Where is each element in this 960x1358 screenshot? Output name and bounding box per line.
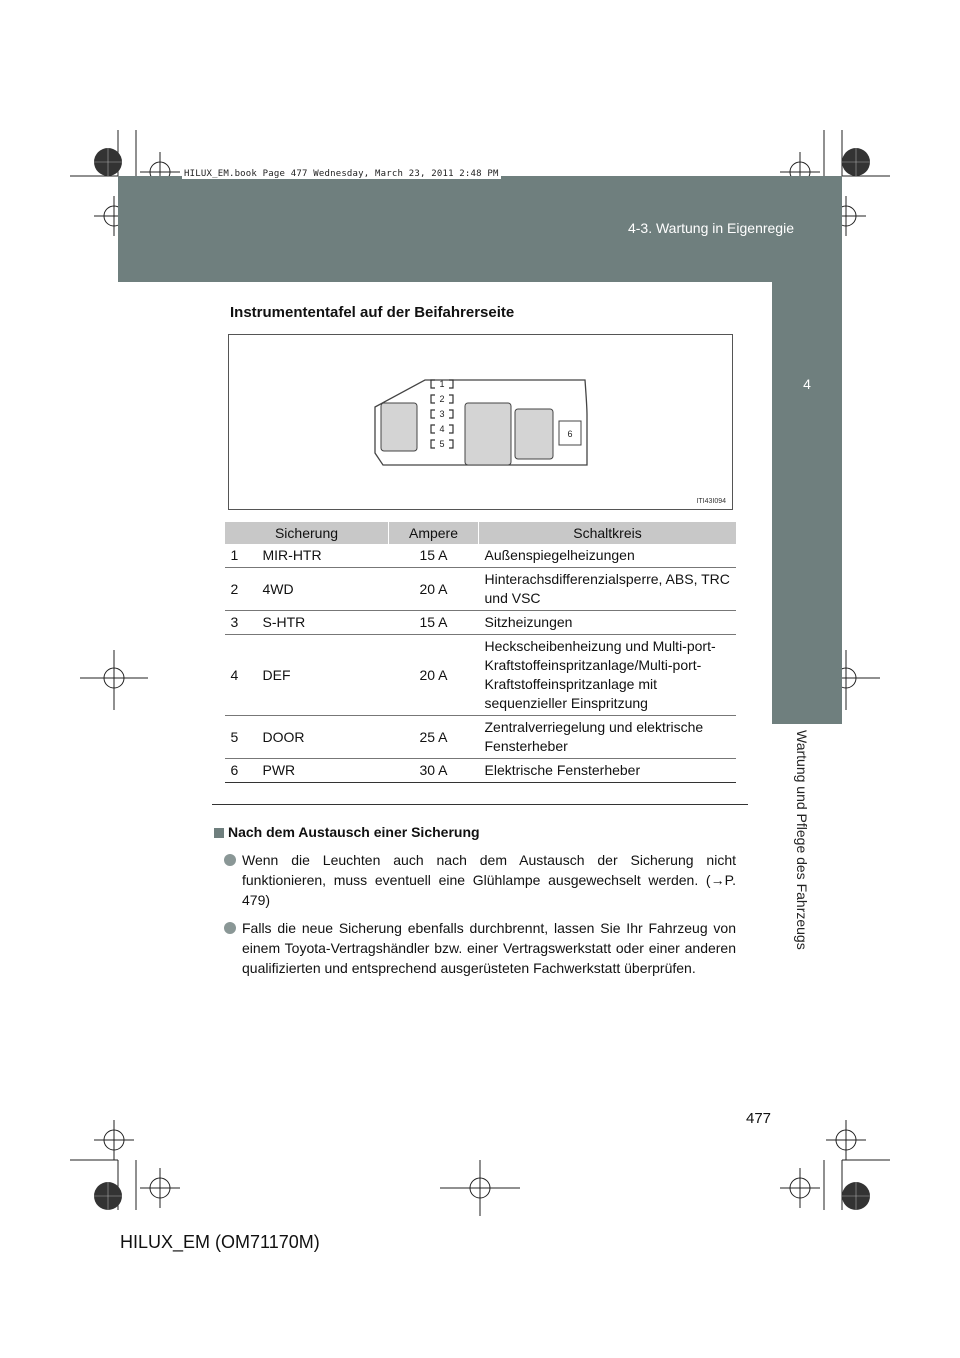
column-header-ampere: Ampere bbox=[389, 522, 479, 544]
fuse-box-illustration bbox=[229, 335, 732, 509]
note-text: Falls die neue Sicherung ebenfalls durchbrennt, lassen Sie Ihr Fahrzeug von einem Toyota-Vertragshändler bzw. einer Vertragswerkstatt oder einer anderen qualifizierten und entsprechend ausgerüsteten Fachwerkstatt überprüfen. bbox=[242, 920, 736, 976]
table-row bbox=[225, 635, 737, 716]
column-header-fuse: Sicherung bbox=[225, 522, 389, 544]
column-header-circuit: Schaltkreis bbox=[479, 522, 737, 544]
circle-bullet-icon bbox=[224, 854, 236, 866]
notes-section bbox=[214, 822, 736, 978]
chapter-tab bbox=[772, 282, 842, 724]
fuse-label-4: 4 bbox=[439, 424, 445, 434]
header-section-title: 4-3. Wartung in Eigenregie bbox=[627, 220, 794, 236]
header-band bbox=[118, 176, 842, 282]
fuse-number: 6 bbox=[225, 759, 257, 783]
fuse-number: 2 bbox=[225, 568, 257, 611]
notes-heading bbox=[214, 822, 736, 842]
fuse-ampere: 15 A bbox=[389, 611, 479, 635]
fuse-ampere: 25 A bbox=[389, 716, 479, 759]
fuse-number: 1 bbox=[225, 544, 257, 568]
section-divider bbox=[212, 804, 748, 805]
fuse-name: 4WD bbox=[257, 568, 389, 611]
table-row bbox=[225, 611, 737, 635]
fuse-ampere: 20 A bbox=[389, 568, 479, 611]
note-bullet bbox=[214, 918, 736, 978]
fuse-circuit: Hinterachsdifferenzialsperre, ABS, TRC und VSC bbox=[479, 568, 737, 611]
square-bullet-icon bbox=[214, 828, 224, 838]
table-row bbox=[225, 716, 737, 759]
fuse-number: 4 bbox=[225, 635, 257, 716]
circle-bullet-icon bbox=[224, 922, 236, 934]
fuse-name: DEF bbox=[257, 635, 389, 716]
table-row bbox=[225, 544, 737, 568]
fuse-circuit: Sitzheizungen bbox=[479, 611, 737, 635]
fuse-box-diagram bbox=[228, 334, 733, 510]
table-row bbox=[225, 759, 737, 783]
fuse-circuit: Zentralverriegelung und elektrische Fensterheber bbox=[479, 716, 737, 759]
chapter-title: Wartung und Pflege des Fahrzeugs bbox=[794, 730, 810, 950]
figure-id: ITI43I094 bbox=[696, 498, 726, 505]
fuse-label-3: 3 bbox=[439, 409, 445, 419]
fuse-number: 5 bbox=[225, 716, 257, 759]
fuse-name: MIR-HTR bbox=[257, 544, 389, 568]
notes-heading-text: Nach dem Austausch einer Sicherung bbox=[228, 824, 480, 840]
fuse-name: PWR bbox=[257, 759, 389, 783]
page-number: 477 bbox=[746, 1110, 772, 1127]
book-stamp: HILUX_EM.book Page 477 Wednesday, March 23, 2011 2:48 PM bbox=[184, 169, 499, 179]
fuse-name: S-HTR bbox=[257, 611, 389, 635]
table-header-row bbox=[225, 522, 737, 544]
fuse-label-5: 5 bbox=[439, 439, 445, 449]
fuse-label-6: 6 bbox=[567, 429, 573, 439]
table-row bbox=[225, 568, 737, 611]
note-text: Wenn die Leuchten auch nach dem Austausch der Sicherung nicht funktionieren, muss eventuell eine Glühlampe ausgewechselt werden. (→P. 479) bbox=[242, 852, 736, 908]
note-bullet bbox=[214, 850, 736, 910]
fuse-name: DOOR bbox=[257, 716, 389, 759]
fuse-label-1: 1 bbox=[439, 379, 445, 389]
fuse-number: 3 bbox=[225, 611, 257, 635]
fuse-label-2: 2 bbox=[439, 394, 445, 404]
fuse-circuit: Außenspiegelheizungen bbox=[479, 544, 737, 568]
fuse-ampere: 30 A bbox=[389, 759, 479, 783]
chapter-number: 4 bbox=[803, 376, 811, 392]
fuse-circuit: Heckscheibenheizung und Multi-port-Kraftstoffeinspritzanlage/Multi-port-Kraftstoffeinspritzanlage mit sequenzieller Einspritzung bbox=[479, 635, 737, 716]
footer-manual-code: HILUX_EM (OM71170M) bbox=[120, 1232, 320, 1252]
fuse-ampere: 15 A bbox=[389, 544, 479, 568]
fuse-ampere: 20 A bbox=[389, 635, 479, 716]
fuse-circuit: Elektrische Fensterheber bbox=[479, 759, 737, 783]
fuse-table bbox=[224, 522, 736, 783]
section-title: Instrumententafel auf der Beifahrerseite bbox=[230, 304, 515, 321]
